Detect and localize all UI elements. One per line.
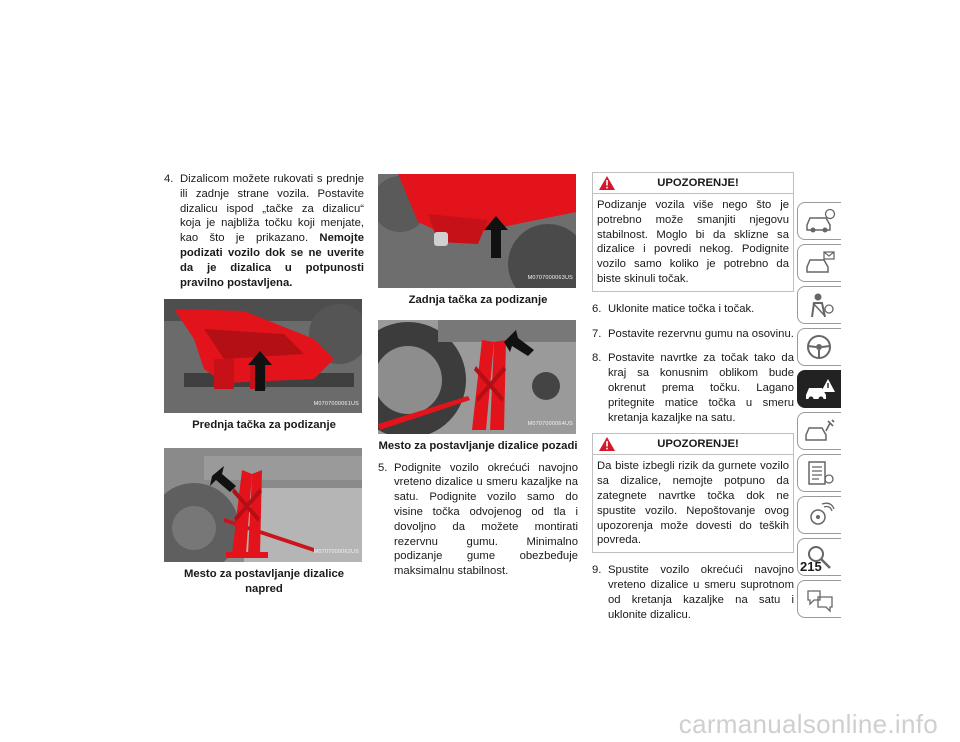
- step-text: Postavite rezervnu gumu na osovinu.: [608, 327, 794, 340]
- figure-code: M0707000064US: [527, 421, 573, 427]
- tab-car-info[interactable]: [797, 202, 841, 240]
- step-text: Postavite navrtke za točak tako da kraj sa konusnim oblikom bude okrenut prema točku. Lagano pritegnite matice točka u smeru kretanja kazaljke na satu.: [608, 352, 794, 424]
- figure-caption: Prednja tačka za podizanje: [192, 419, 336, 432]
- languages-icon: [804, 585, 836, 613]
- car-info-icon: [804, 207, 836, 235]
- tab-service[interactable]: [797, 412, 841, 450]
- step-8: [592, 351, 794, 425]
- warning-triangle-icon: [599, 437, 615, 451]
- tab-driving[interactable]: [797, 328, 841, 366]
- step-4: [164, 172, 364, 290]
- step-4-text: Dizalicom možete rukovati s prednje ili zadnje strane vozila. Postavite dizalicu ispod „tačke za dizalicu“ koja je najbliža točku koji menjate, kao što je prikazano.: [180, 173, 364, 245]
- step-5: [378, 461, 578, 579]
- specifications-list-icon: [804, 459, 836, 487]
- figure-caption: Mesto za postavljanje dizalice napred: [183, 568, 345, 595]
- warning-title: UPOZORENJE!: [657, 177, 739, 189]
- step-number: 5.: [378, 461, 388, 474]
- warning-text: Podizanje vozila više nego što je potrebno može smanjiti njegovu stabilnost. Moglo bi da sklizne sa dizalice i povredi nekog. Podignite vozilo samo koliko je potrebno da biste skinuli točak.: [597, 199, 789, 285]
- step-4-bold-text: Nemojte podizati vozilo dok se ne uverite da je dizalica u potpunosti pravilno postavljena.: [180, 232, 364, 289]
- figure-code: M0707000063US: [527, 275, 573, 282]
- figure-caption: Zadnja tačka za podizanje: [408, 294, 548, 306]
- step-number: 7.: [592, 327, 602, 340]
- column-right: [592, 172, 794, 622]
- car-emergency-icon: [804, 375, 836, 403]
- multimedia-icon: [804, 501, 836, 529]
- warning-box-1: [592, 172, 794, 292]
- step-text: [180, 172, 364, 290]
- tab-emergency[interactable]: [797, 370, 841, 408]
- column-middle: [378, 174, 578, 579]
- warning-text: Da biste izbegli rizik da gurnete vozilo sa dizalice, nemojte potpuno da zategnete navrtke točka dok ne spustite vozilo. Nepoštovanje ovog upozorenja može dovesti do teških povreda.: [597, 460, 789, 547]
- step-9: [592, 563, 794, 622]
- figure-rear-lift-point: [378, 174, 576, 288]
- column-left: [164, 172, 364, 597]
- tab-safety[interactable]: [797, 286, 841, 324]
- seatbelt-safety-icon: [804, 291, 836, 319]
- step-number: 8.: [592, 352, 602, 365]
- warning-header: [593, 173, 793, 194]
- figure-rear-jack-placement: [378, 320, 576, 434]
- step-7: [592, 327, 794, 342]
- warning-triangle-icon: [599, 176, 615, 190]
- warning-box-2: [592, 433, 794, 553]
- figure-code: M0707000061US: [313, 400, 359, 407]
- figure-front-jack-placement: [164, 448, 362, 562]
- figure-code: M0707000062US: [313, 549, 359, 556]
- figure-caption: Mesto za postavljanje dizalice pozadi: [378, 439, 578, 452]
- steering-wheel-icon: [804, 333, 836, 361]
- car-signals-icon: [804, 249, 836, 277]
- warning-header: [593, 434, 793, 455]
- figure-front-lift-point: [164, 299, 362, 413]
- tab-multimedia[interactable]: [797, 496, 841, 534]
- step-number: 4.: [164, 173, 174, 185]
- tab-languages[interactable]: [797, 580, 841, 618]
- step-number: 9.: [592, 564, 602, 577]
- step-text: Spustite vozilo okrećući navojno vreteno dizalice u smeru suprotnom od kretanja kazaljke na satu i uklonite dizalicu.: [608, 564, 794, 621]
- tab-specifications[interactable]: [797, 454, 841, 492]
- step-6: [592, 302, 794, 317]
- page-number: 215: [800, 559, 822, 574]
- step-number: 6.: [592, 302, 602, 315]
- step-text: Podignite vozilo okrećući navojno vreteno dizalice u smeru kazaljke na satu. Podignite vozilo samo do visine točka odvojenog od tla i dovoljno da možete montirati rezervnu gumu. Minimalno podizanje gume obezbeđuje maksimalnu stabilnost.: [394, 461, 578, 578]
- step-text: Uklonite matice točka i točak.: [608, 302, 755, 315]
- car-service-icon: [804, 417, 836, 445]
- tab-car-signals[interactable]: [797, 244, 841, 282]
- watermark: carmanualsonline.info: [678, 709, 938, 739]
- warning-title: UPOZORENJE!: [657, 438, 739, 451]
